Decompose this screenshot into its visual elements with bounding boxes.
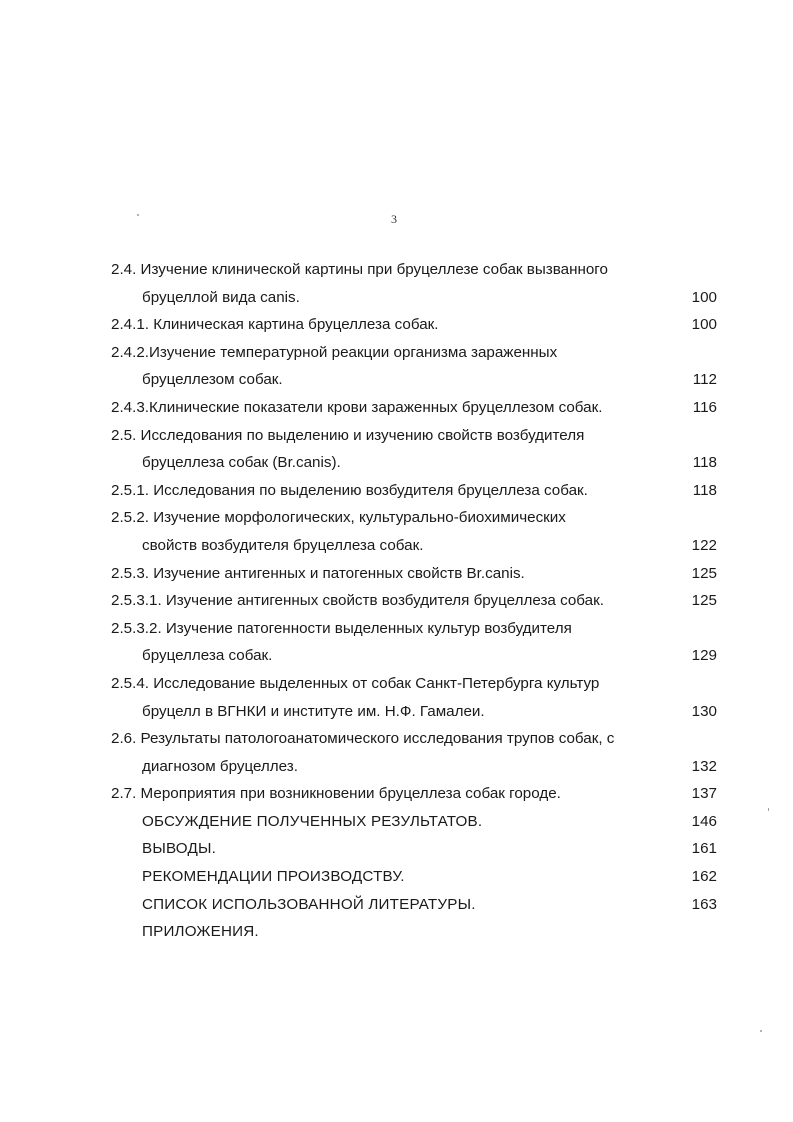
toc-entry-page: 116 (692, 398, 717, 416)
toc-entry-page: 100 (691, 316, 717, 334)
toc-entry-text: ВЫВОДЫ. (142, 840, 217, 858)
toc-line (111, 863, 719, 891)
toc-entry-text: бруцеллой вида canis. (142, 288, 300, 306)
toc-line (111, 394, 719, 422)
toc-line (111, 311, 719, 339)
toc-line (111, 587, 719, 615)
toc-entry-text: 2.5.4. Исследование выделенных от собак Санкт-Петербурга культур (111, 674, 600, 692)
toc-entry-text: 2.5. Исследования по выделению и изучению свойств возбудителя (111, 426, 585, 444)
toc-entry-page: 162 (691, 868, 717, 886)
toc-entry-page: 112 (692, 371, 717, 389)
scan-speck (768, 808, 769, 811)
toc-entry-text: 2.5.2. Изучение морфологических, культурально-биохимических (111, 509, 566, 527)
toc-line (111, 891, 719, 919)
toc-entry-page: 130 (691, 702, 717, 720)
toc-entry-page: 132 (691, 757, 717, 775)
toc-line (111, 753, 719, 781)
toc-entry-text: ПРИЛОЖЕНИЯ. (142, 923, 259, 941)
toc-entry-text: 2.7. Мероприятия при возникновении бруцеллеза собак городе. (111, 785, 561, 803)
toc-line (111, 449, 719, 477)
toc-line (111, 366, 719, 394)
toc-line (111, 615, 719, 643)
toc-line (111, 532, 719, 560)
toc-line (111, 642, 719, 670)
toc-entry-text: 2.4.3.Клинические показатели крови зараженных бруцеллезом собак. (111, 398, 603, 416)
toc-line (111, 918, 719, 946)
toc-entry-text: бруцеллезом собак. (142, 371, 283, 389)
toc-entry-text: диагнозом бруцеллез. (142, 757, 298, 775)
toc-entry-text: 2.5.3.2. Изучение патогенности выделенных культур возбудителя (111, 619, 572, 637)
toc-line (111, 780, 719, 808)
scan-speck (760, 1030, 762, 1032)
toc-line (111, 698, 719, 726)
toc-entry-text: РЕКОМЕНДАЦИИ ПРОИЗВОДСТВУ. (142, 868, 405, 886)
toc-entry-text: бруцелл в ВГНКИ и институте им. Н.Ф. Гамалеи. (142, 702, 485, 720)
toc-line (111, 835, 719, 863)
toc-entry-page: 129 (691, 647, 717, 665)
toc-entry-text: 2.4.1. Клиническая картина бруцеллеза собак. (111, 316, 439, 334)
scan-speck (137, 214, 139, 216)
toc-entry-page: 161 (691, 840, 717, 858)
toc-line (111, 808, 719, 836)
toc-entry-page: 118 (692, 481, 717, 499)
toc-entry-page: 118 (692, 454, 717, 472)
toc-entry-text: 2.4.2.Изучение температурной реакции организма зараженных (111, 343, 558, 361)
toc-entry-text: свойств возбудителя бруцеллеза собак. (142, 536, 424, 554)
toc-entry-page: 163 (691, 895, 717, 913)
page-number: 3 (391, 212, 397, 226)
toc-line (111, 725, 719, 753)
toc-entry-page: 137 (691, 785, 717, 803)
toc-entry-text: 2.4. Изучение клинической картины при бруцеллезе собак вызванного (111, 261, 608, 278)
toc-entry-page: 125 (691, 564, 717, 582)
toc-entry-page: 100 (691, 288, 717, 306)
toc-entry-text: СПИСОК ИСПОЛЬЗОВАННОЙ ЛИТЕРАТУРЫ. (142, 895, 476, 913)
toc-line (111, 339, 719, 367)
toc-entry-text: 2.5.3. Изучение антигенных и патогенных свойств Br.canis. (111, 564, 525, 582)
table-of-contents (111, 256, 719, 946)
toc-line (111, 477, 719, 505)
toc-entry-text: 2.6. Результаты патологоанатомического исследования трупов собак, с (111, 730, 615, 748)
toc-entry-text: 2.5.3.1. Изучение антигенных свойств возбудителя бруцеллеза собак. (111, 592, 604, 610)
toc-line (111, 504, 719, 532)
toc-line (111, 560, 719, 588)
toc-line (111, 256, 719, 284)
toc-entry-page: 146 (691, 812, 717, 830)
toc-line (111, 670, 719, 698)
toc-line (111, 284, 719, 312)
toc-entry-text: ОБСУЖДЕНИЕ ПОЛУЧЕННЫХ РЕЗУЛЬТАТОВ. (142, 812, 483, 830)
toc-entry-text: бруцеллеза собак. (142, 647, 273, 665)
toc-entry-text: бруцеллеза собак (Br.canis). (142, 454, 341, 472)
toc-line (111, 422, 719, 450)
toc-entry-text: 2.5.1. Исследования по выделению возбудителя бруцеллеза собак. (111, 481, 588, 499)
toc-entry-page: 125 (691, 592, 717, 610)
toc-entry-page: 122 (691, 536, 717, 554)
